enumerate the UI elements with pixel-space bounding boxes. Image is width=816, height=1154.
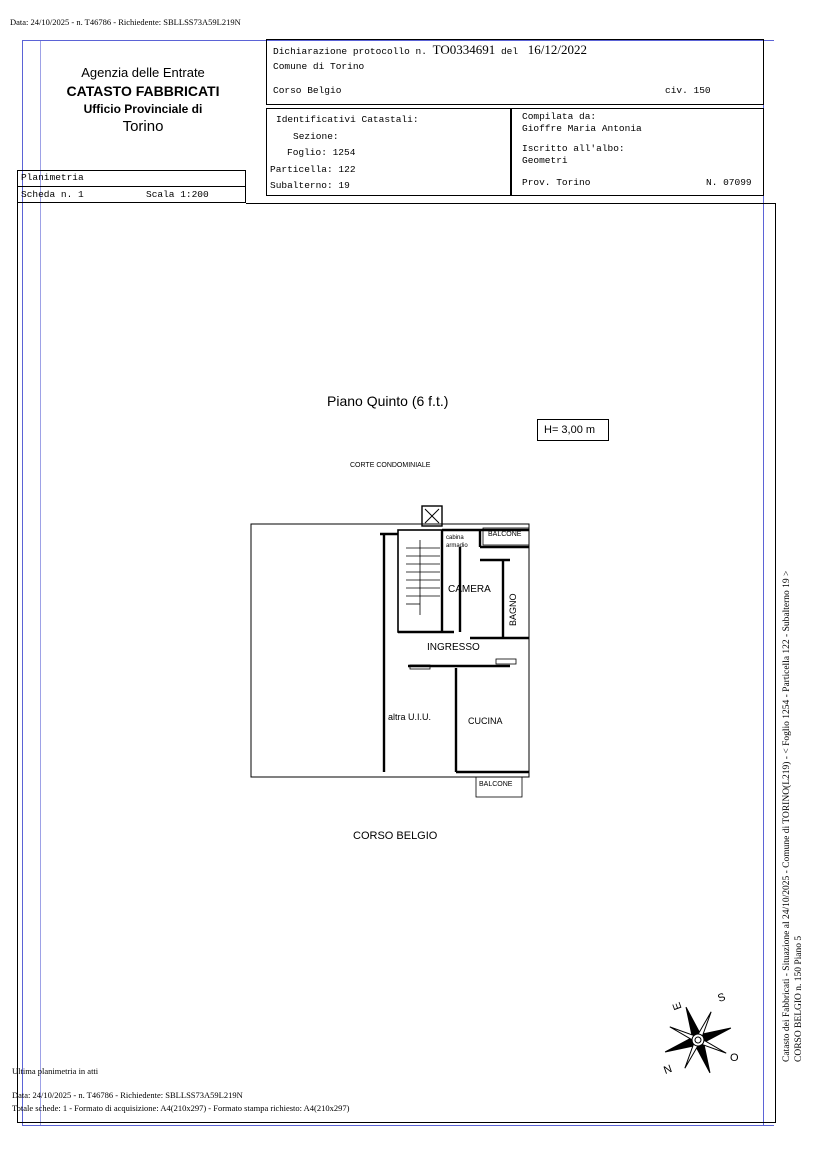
dichiarazione-line: [273, 42, 587, 58]
compilata-name: Gioffre Maria Antonia: [522, 123, 642, 134]
side-text-line1: Catasto dei Fabbricati - Situazione al 24/10/2025 - Comune di TORINO(L219) - < Foglio 1254 - Particella 122 - Subalterno 19 >: [782, 570, 792, 1062]
scheda-label: Scheda n. 1: [21, 189, 84, 200]
height-box: H= 3,00 m: [537, 419, 609, 441]
compass-o: O: [730, 1052, 739, 1064]
numero-albo: N. 07099: [706, 177, 752, 188]
comune-line: Comune di Torino: [273, 61, 365, 72]
stair-steps: [406, 540, 440, 615]
top-data-line: Data: 24/10/2025 - n. T46786 - Richiedente: SBLLSS73A59L219N: [10, 17, 241, 27]
ultima-planimetria: Ultima planimetria in atti: [12, 1066, 99, 1076]
ufficio-label: Ufficio Provinciale di: [83, 102, 203, 116]
street-label: CORSO BELGIO: [353, 830, 438, 842]
floor-plan: [240, 500, 540, 800]
albo-value: Geometri: [522, 155, 568, 166]
planimetria-divider: [18, 186, 245, 187]
planimetria-label: Planimetria: [21, 172, 84, 183]
planimetria-box: [17, 170, 246, 203]
corte-label: CORTE CONDOMINIALE: [350, 462, 431, 469]
catasto-title: CATASTO FABBRICATI: [66, 83, 220, 99]
dichiarazione-label: Dichiarazione protocollo n.: [273, 46, 427, 57]
compass-s: S: [716, 991, 728, 1005]
compass-n: N: [662, 1063, 674, 1077]
balcone-top-label: BALCONE: [488, 531, 522, 538]
cucina-label: CUCINA: [468, 716, 503, 726]
camera-label: CAMERA: [448, 584, 491, 595]
footer-totale: Totale schede: 1 - Formato di acquisizione: A4(210x297) - Formato stampa richiesto: A4(210x297): [12, 1103, 350, 1113]
ufficio-city: Torino: [122, 118, 164, 135]
side-text-line2: CORSO BELGIO n. 150 Piano 5: [794, 935, 804, 1062]
header-box: [266, 39, 764, 105]
bagno-label: BAGNO: [508, 593, 518, 626]
compass-e: E: [670, 1000, 685, 1012]
protocol-date: 16/12/2022: [527, 42, 587, 57]
cabina-line2: armadio: [446, 543, 468, 549]
compilata-label: Compilata da:: [522, 111, 597, 122]
address-line: Corso Belgio: [273, 85, 342, 96]
altra-uiu-label: altra U.I.U.: [388, 712, 432, 722]
civ-number: civ. 150: [665, 85, 711, 96]
identificativi-title: Identificativi Catastali:: [276, 114, 419, 125]
agency-name: Agenzia delle Entrate: [81, 65, 205, 80]
balcone-bottom-label: BALCONE: [479, 781, 513, 788]
sezione-label: Sezione:: [293, 131, 339, 142]
frame-bottom: [22, 1125, 774, 1126]
footer-data-line: Data: 24/10/2025 - n. T46786 - Richiedente: SBLLSS73A59L219N: [12, 1090, 243, 1100]
del-label: del: [500, 46, 519, 57]
subalterno-value: Subalterno: 19: [270, 180, 350, 191]
ingresso-label: INGRESSO: [427, 642, 480, 653]
compilata-box: [511, 108, 764, 196]
protocol-number: TO0334691: [432, 42, 496, 57]
building-outline: [251, 524, 529, 777]
cabina-line1: cabina: [446, 535, 464, 541]
floor-title: Piano Quinto (6 f.t.): [327, 393, 449, 409]
window-cucina: [496, 659, 516, 664]
foglio-value: Foglio: 1254: [287, 147, 356, 158]
scala-label: Scala 1:200: [146, 189, 209, 200]
particella-value: Particella: 122: [270, 164, 356, 175]
prov-value: Prov. Torino: [522, 177, 591, 188]
cabina-label: [446, 534, 468, 550]
identificativi-box: [266, 108, 511, 196]
iscritto-label: Iscritto all'albo:: [522, 143, 625, 154]
agency-block: [0, 64, 286, 137]
drawing-frame-top: [246, 203, 776, 204]
